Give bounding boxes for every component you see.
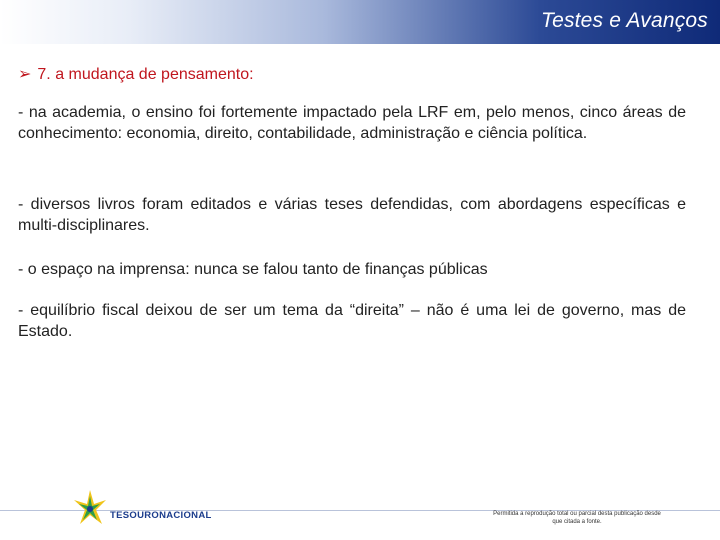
tesouro-logo-text: TESOURONACIONAL	[110, 510, 212, 521]
paragraph-imprensa: - o espaço na imprensa: nunca se falou tanto de finanças públicas	[18, 261, 488, 278]
footer-copyright-note: Permitida a reprodução total ou parcial desta publicação desde que citada a fonte.	[493, 511, 661, 525]
bullet-heading: 7. a mudança de pensamento:	[37, 66, 254, 83]
bullet-heading-row	[18, 64, 254, 84]
paragraph-equilibrio: - equilíbrio fiscal deixou de ser um tema da “direita” – não é uma lei de governo, mas de Estado.	[18, 302, 686, 340]
tesouro-star-icon	[68, 488, 218, 528]
tesouro-logo	[68, 488, 218, 528]
slide-header-bar	[0, 0, 720, 44]
paragraph-livros: - diversos livros foram editados e várias teses defendidas, com abordagens específicas e multi-disciplinares.	[18, 196, 686, 234]
arrow-bullet-icon: ➢	[18, 66, 32, 83]
slide-title: Testes e Avanços	[540, 9, 708, 32]
paragraph-academia: - na academia, o ensino foi fortemente impactado pela LRF em, pelo menos, cinco áreas de conhecimento: economia, direito, contabilidade, administração e ciência política.	[18, 104, 686, 142]
